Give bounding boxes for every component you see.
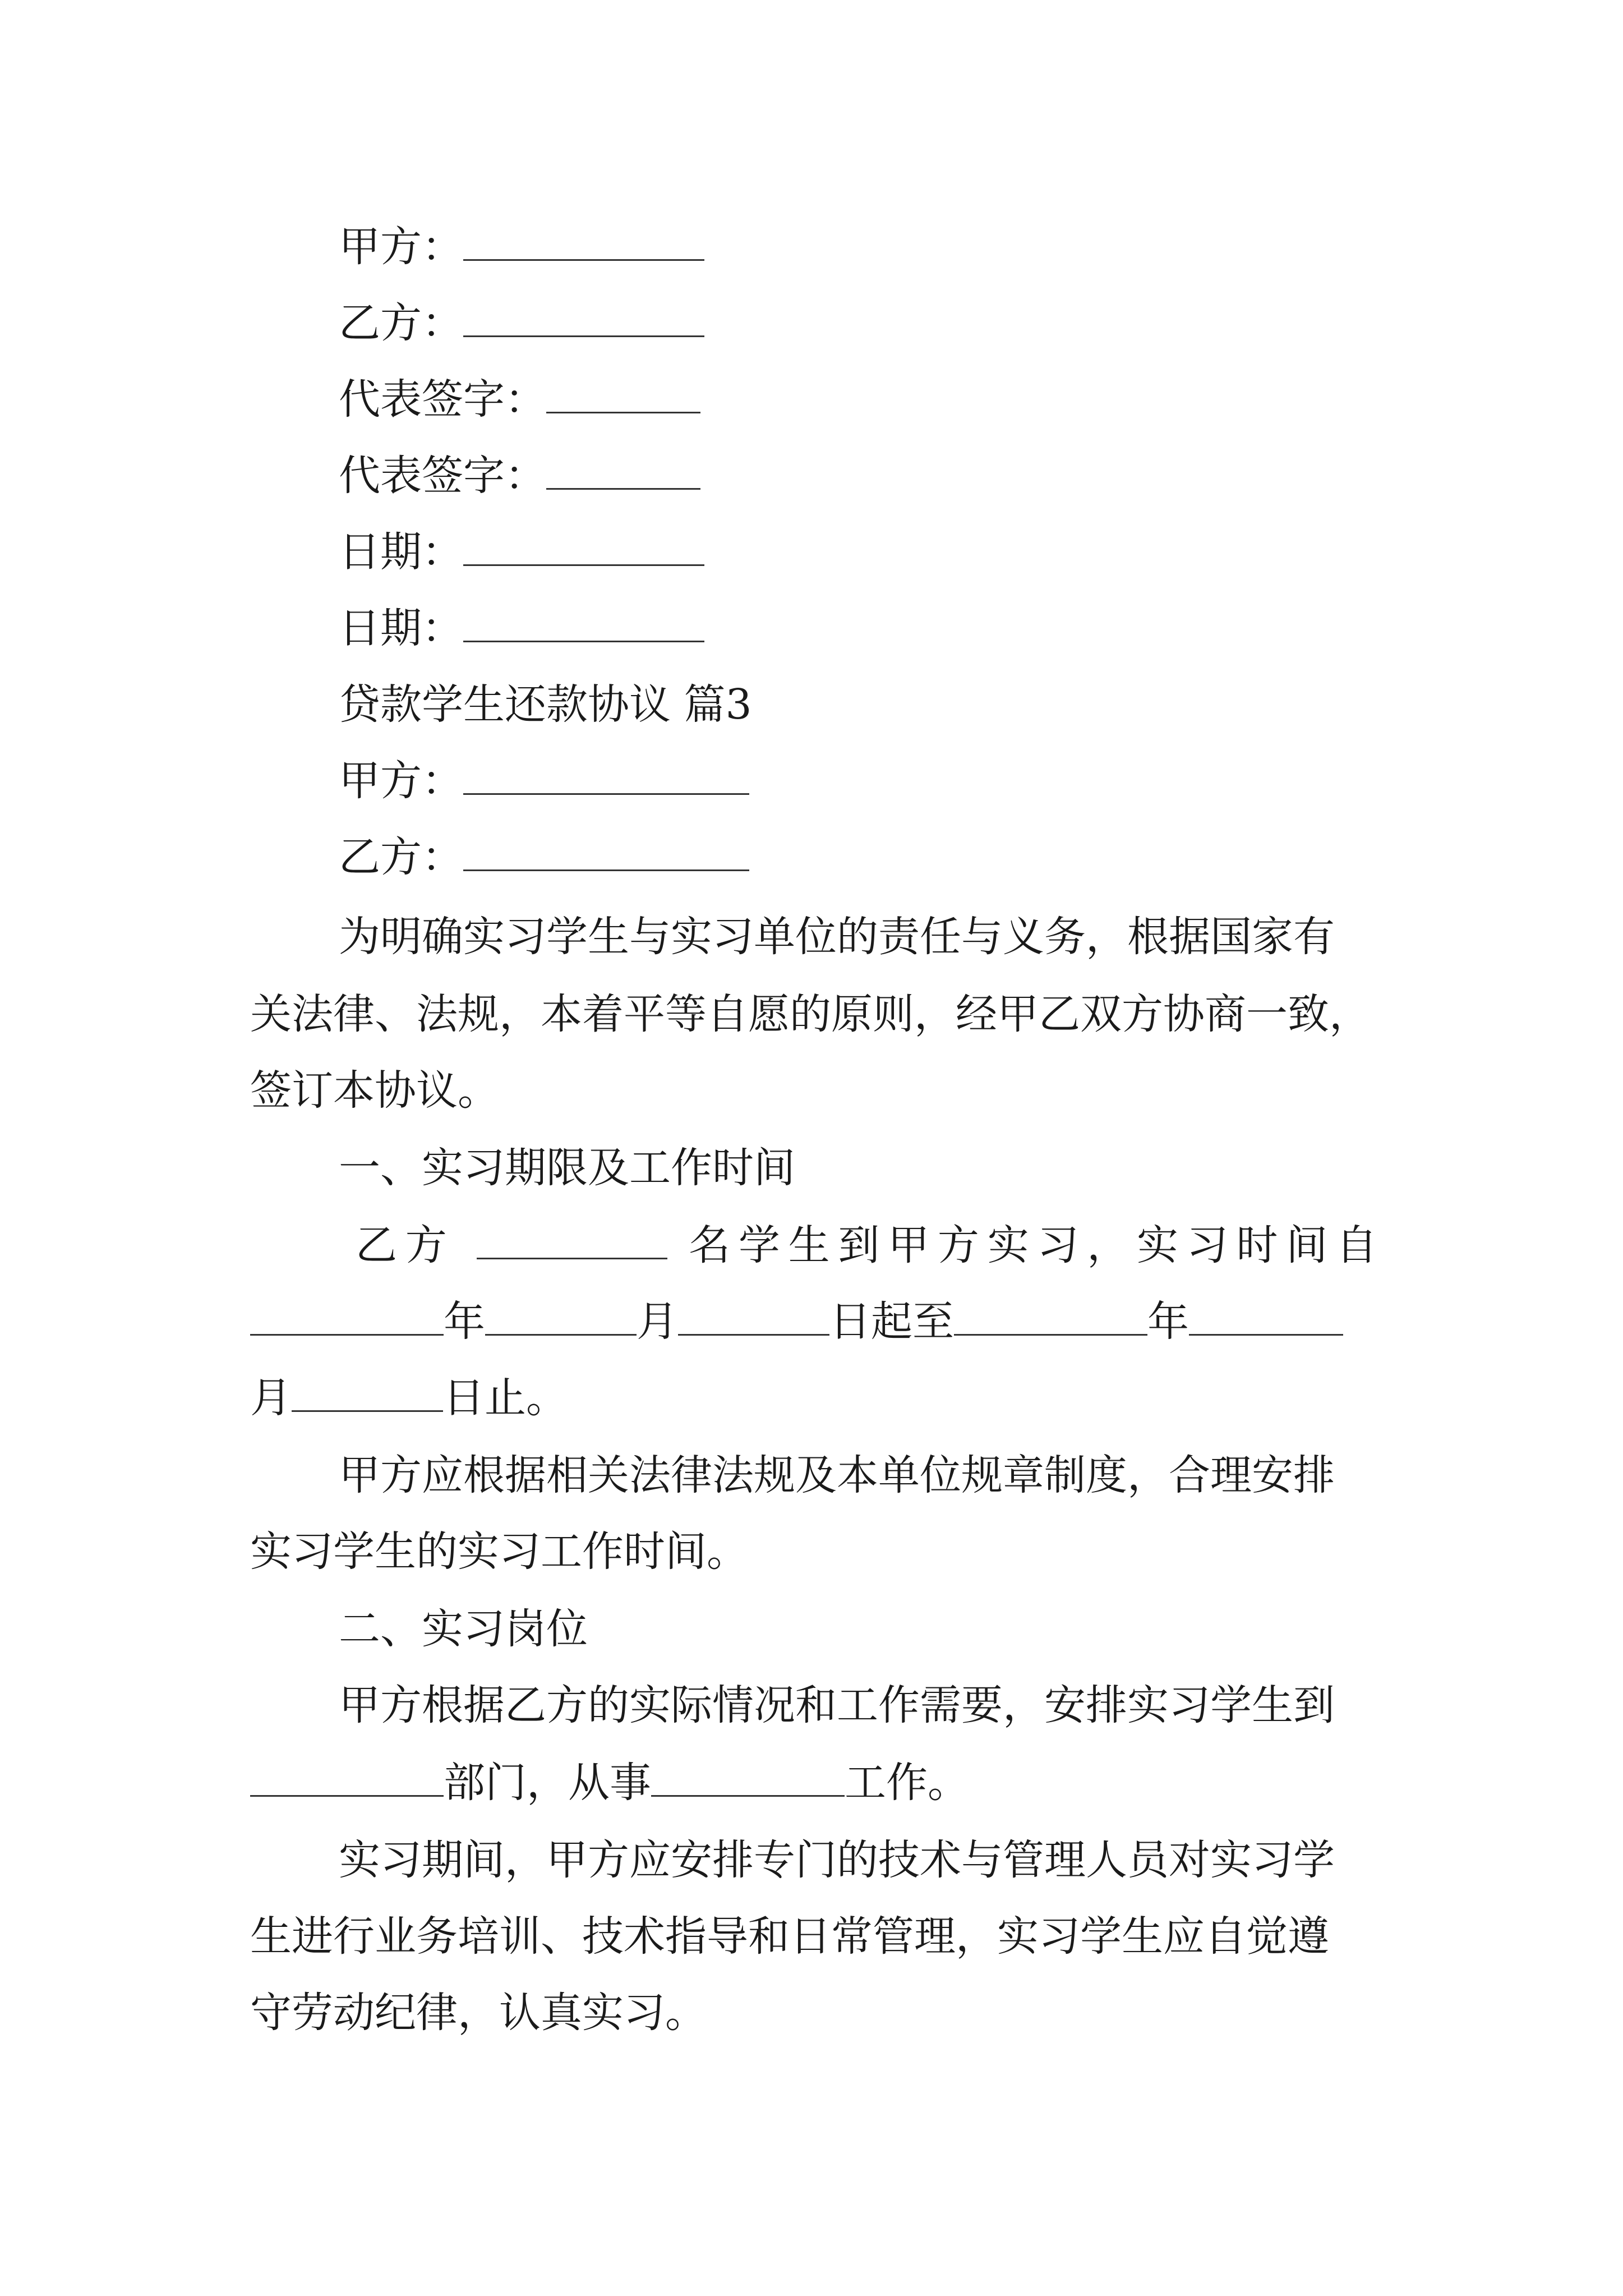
end-year-label: 年: [1147, 1297, 1189, 1346]
start-day-label: 日起至: [829, 1297, 954, 1346]
period-text-a: 乙方: [356, 1221, 455, 1269]
party-a-label: 甲方：: [339, 223, 463, 271]
representative-label-a: 代表签字：: [339, 375, 546, 424]
date-line-a: [339, 518, 704, 586]
post-work-text: 工作。: [845, 1759, 969, 1807]
job-blank: [651, 1756, 845, 1797]
post-line-2: [250, 1749, 969, 1816]
work-time-line-2: 实习学生的实习工作时间。: [250, 1527, 748, 1576]
heading-internship-period: 一、实习期限及工作时间: [339, 1144, 795, 1192]
student-count-blank: [477, 1218, 667, 1259]
end-month-blank-part: [1189, 1295, 1343, 1336]
period-text-b: 名学生到甲方实习，实习时间自: [689, 1221, 1378, 1269]
party-b-signature-line: [339, 289, 704, 357]
representative-blank-a: [546, 372, 700, 413]
start-year-label: 年: [444, 1297, 485, 1346]
representative-label-b: 代表签字：: [339, 452, 546, 500]
representative-blank-b: [546, 449, 700, 490]
section-party-b-line: [339, 823, 749, 891]
start-month-blank: [485, 1295, 637, 1336]
end-day-blank: [292, 1371, 443, 1412]
date-line-b: [339, 595, 704, 662]
party-a-signature-line: [339, 213, 704, 280]
start-month-label: 月: [637, 1297, 678, 1346]
section-party-b-blank: [463, 830, 749, 871]
period-line-2: [250, 1288, 1343, 1355]
intro-paragraph-line-2: 关法律、法规，本着平等自愿的原则，经甲乙双方协商一致，: [250, 990, 1371, 1038]
post-dept-text: 部门，从事: [444, 1759, 651, 1807]
end-month-label: 月: [250, 1374, 292, 1422]
training-line-1: 实习期间，甲方应安排专门的技术与管理人员对实习学: [339, 1836, 1335, 1884]
date-label-a: 日期：: [339, 528, 463, 576]
party-b-label: 乙方：: [339, 299, 463, 347]
intro-paragraph-line-3: 签订本协议。: [250, 1066, 499, 1115]
period-line-1: [356, 1212, 1377, 1279]
department-blank: [250, 1756, 444, 1797]
start-day-blank: [678, 1295, 829, 1336]
section-party-a-blank: [463, 754, 749, 795]
end-day-label: 日止。: [443, 1374, 568, 1422]
training-line-3: 守劳动纪律，认真实习。: [250, 1989, 707, 2037]
section-title: 贷款学生还款协议 篇3: [339, 680, 752, 729]
end-year-blank: [954, 1295, 1147, 1336]
representative-signature-line-b: [339, 442, 700, 509]
intro-paragraph-line-1: 为明确实习学生与实习单位的责任与义务，根据国家有: [339, 913, 1335, 961]
training-line-2: 生进行业务培训、技术指导和日常管理，实习学生应自觉遵: [250, 1912, 1329, 1961]
section-party-a-label: 甲方：: [339, 757, 463, 805]
date-blank-a: [463, 525, 704, 566]
heading-internship-post: 二、实习岗位: [339, 1605, 588, 1653]
party-b-blank: [463, 296, 704, 337]
representative-signature-line-a: [339, 366, 700, 433]
party-a-blank: [463, 220, 704, 261]
work-time-line-1: 甲方应根据相关法律法规及本单位规章制度，合理安排: [339, 1451, 1335, 1499]
section-party-b-label: 乙方：: [339, 833, 463, 881]
date-blank-b: [463, 601, 704, 642]
start-year-blank: [250, 1295, 444, 1336]
post-line-1: 甲方根据乙方的实际情况和工作需要，安排实习学生到: [339, 1681, 1335, 1729]
date-label-b: 日期：: [339, 604, 463, 652]
section-party-a-line: [339, 747, 749, 815]
period-line-3: [250, 1364, 568, 1432]
